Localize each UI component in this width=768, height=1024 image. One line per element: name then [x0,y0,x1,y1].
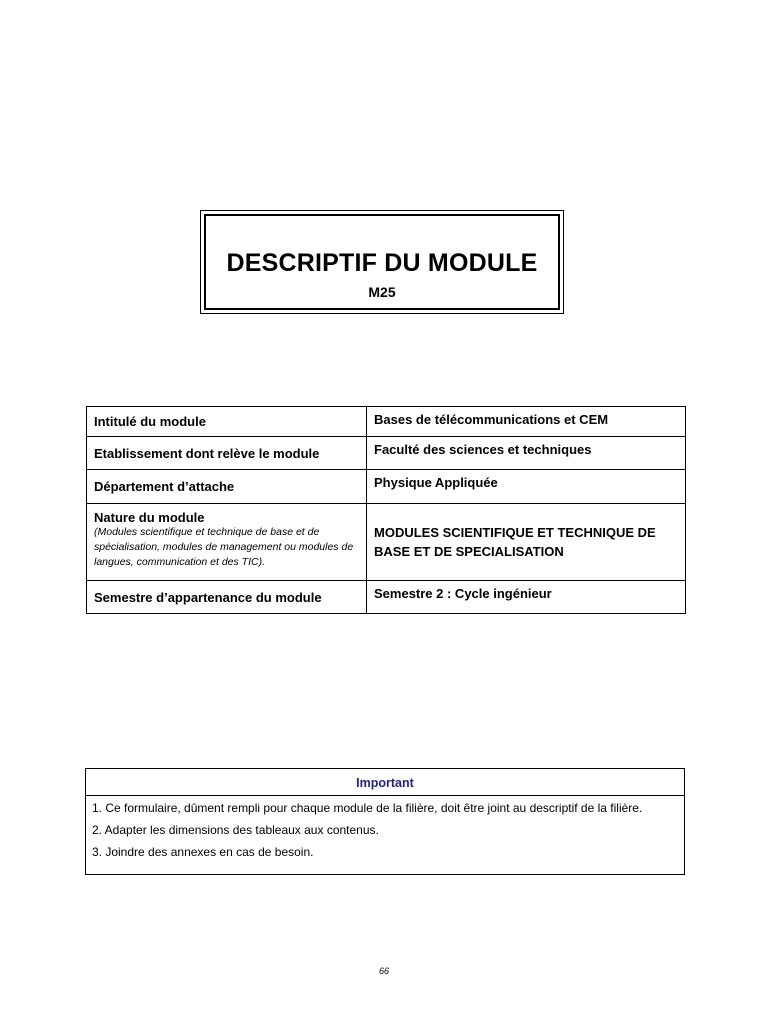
row-label: Intitulé du module [87,407,367,437]
table-row [87,437,686,470]
row-value: Physique Appliquée [367,470,686,504]
row-label: Département d’attache [87,470,367,504]
row-label: Etablissement dont relève le module [87,437,367,470]
table-row [87,470,686,504]
row-value: MODULES SCIENTIFIQUE ET TECHNIQUE DE BASE ET DE SPECIALISATION [367,504,686,581]
module-info-table [86,406,686,614]
important-notice-box [85,768,685,875]
row-label: Semestre d’appartenance du module [87,581,367,614]
important-item: 3. Joindre des annexes en cas de besoin. [92,845,314,859]
module-title-inner-frame [204,214,560,310]
table-row [87,504,686,581]
table-row [87,581,686,614]
important-item: 1. Ce formulaire, dûment rempli pour chaque module de la filière, doit être joint au descriptif de la filière. [86,795,684,820]
document-title: DESCRIPTIF DU MODULE [226,249,538,277]
row-value: Bases de télécommunications et CEM [367,407,686,437]
row-value: Semestre 2 : Cycle ingénieur [367,581,686,614]
row-label-note: (Modules scientifique et technique de base et de spécialisation, modules de management ou modules de langues, communication et des TIC). [94,526,354,568]
important-item: 2. Adapter les dimensions des tableaux aux contenus. [92,823,379,837]
row-value: Faculté des sciences et techniques [367,437,686,470]
row-label: Nature du module [94,510,205,525]
table-row [87,407,686,437]
module-title-box [200,210,564,314]
module-code: M25 [368,284,396,300]
page-number: 66 [378,966,389,976]
row-label-cell [87,504,367,581]
important-title: Important [356,776,414,790]
